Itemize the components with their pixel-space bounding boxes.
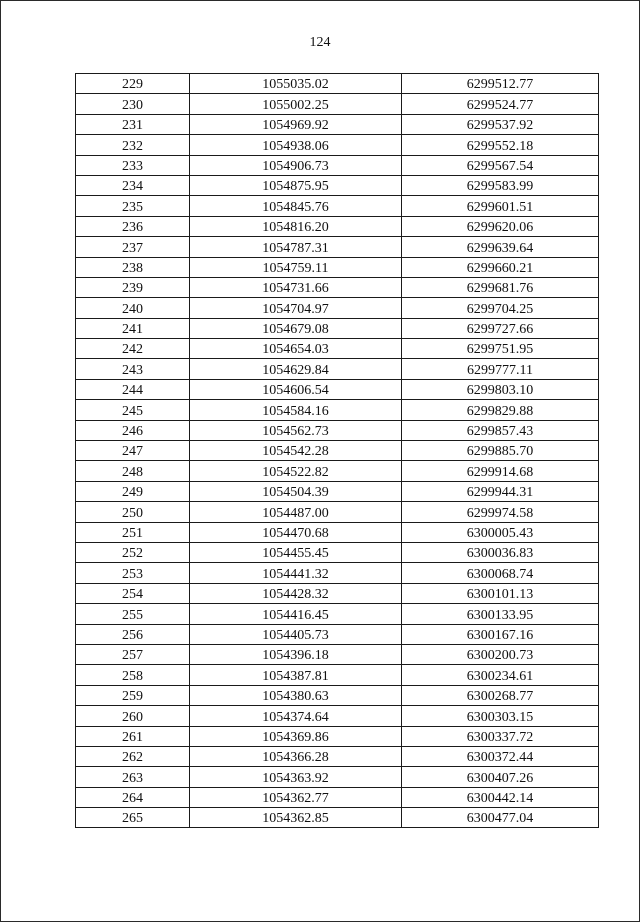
table-row <box>76 257 599 277</box>
point-number-cell: 235 <box>76 196 190 216</box>
point-number-cell: 238 <box>76 257 190 277</box>
x-coordinate-cell: 1054584.16 <box>190 400 402 420</box>
y-coordinate-cell: 6300167.16 <box>402 624 599 644</box>
y-coordinate-cell: 6299620.06 <box>402 216 599 236</box>
table-row <box>76 135 599 155</box>
x-coordinate-cell: 1054787.31 <box>190 237 402 257</box>
point-number-cell: 263 <box>76 767 190 787</box>
point-number-cell: 239 <box>76 277 190 297</box>
x-coordinate-cell: 1054363.92 <box>190 767 402 787</box>
y-coordinate-cell: 6300303.15 <box>402 706 599 726</box>
y-coordinate-cell: 6299829.88 <box>402 400 599 420</box>
point-number-cell: 232 <box>76 135 190 155</box>
y-coordinate-cell: 6299681.76 <box>402 277 599 297</box>
table-row <box>76 746 599 766</box>
x-coordinate-cell: 1054679.08 <box>190 318 402 338</box>
point-number-cell: 245 <box>76 400 190 420</box>
table-row <box>76 583 599 603</box>
y-coordinate-cell: 6300234.61 <box>402 665 599 685</box>
y-coordinate-cell: 6300036.83 <box>402 542 599 562</box>
x-coordinate-cell: 1054542.28 <box>190 441 402 461</box>
table-row <box>76 339 599 359</box>
y-coordinate-cell: 6299524.77 <box>402 94 599 114</box>
point-number-cell: 243 <box>76 359 190 379</box>
table-row <box>76 155 599 175</box>
x-coordinate-cell: 1054396.18 <box>190 644 402 664</box>
y-coordinate-cell: 6300442.14 <box>402 787 599 807</box>
table-row <box>76 563 599 583</box>
x-coordinate-cell: 1054938.06 <box>190 135 402 155</box>
y-coordinate-cell: 6299512.77 <box>402 74 599 94</box>
x-coordinate-cell: 1054522.82 <box>190 461 402 481</box>
x-coordinate-cell: 1054504.39 <box>190 481 402 501</box>
table-row <box>76 359 599 379</box>
y-coordinate-cell: 6300133.95 <box>402 604 599 624</box>
table-row <box>76 522 599 542</box>
x-coordinate-cell: 1054487.00 <box>190 502 402 522</box>
point-number-cell: 234 <box>76 175 190 195</box>
point-number-cell: 257 <box>76 644 190 664</box>
point-number-cell: 254 <box>76 583 190 603</box>
table-row <box>76 644 599 664</box>
y-coordinate-cell: 6299974.58 <box>402 502 599 522</box>
y-coordinate-cell: 6299601.51 <box>402 196 599 216</box>
y-coordinate-cell: 6300372.44 <box>402 746 599 766</box>
x-coordinate-cell: 1054366.28 <box>190 746 402 766</box>
point-number-cell: 265 <box>76 808 190 828</box>
table-row <box>76 706 599 726</box>
point-number-cell: 248 <box>76 461 190 481</box>
y-coordinate-cell: 6300268.77 <box>402 685 599 705</box>
point-number-cell: 252 <box>76 542 190 562</box>
y-coordinate-cell: 6300101.13 <box>402 583 599 603</box>
x-coordinate-cell: 1054704.97 <box>190 298 402 318</box>
table-row <box>76 502 599 522</box>
point-number-cell: 233 <box>76 155 190 175</box>
point-number-cell: 259 <box>76 685 190 705</box>
y-coordinate-cell: 6299552.18 <box>402 135 599 155</box>
point-number-cell: 253 <box>76 563 190 583</box>
x-coordinate-cell: 1055002.25 <box>190 94 402 114</box>
x-coordinate-cell: 1054369.86 <box>190 726 402 746</box>
table-row <box>76 461 599 481</box>
x-coordinate-cell: 1054906.73 <box>190 155 402 175</box>
table-row <box>76 420 599 440</box>
x-coordinate-cell: 1054875.95 <box>190 175 402 195</box>
point-number-cell: 236 <box>76 216 190 236</box>
y-coordinate-cell: 6300337.72 <box>402 726 599 746</box>
point-number-cell: 251 <box>76 522 190 542</box>
table-row <box>76 441 599 461</box>
point-number-cell: 262 <box>76 746 190 766</box>
point-number-cell: 231 <box>76 114 190 134</box>
coordinates-table <box>75 73 599 828</box>
x-coordinate-cell: 1054629.84 <box>190 359 402 379</box>
point-number-cell: 246 <box>76 420 190 440</box>
y-coordinate-cell: 6299639.64 <box>402 237 599 257</box>
x-coordinate-cell: 1054387.81 <box>190 665 402 685</box>
x-coordinate-cell: 1054374.64 <box>190 706 402 726</box>
y-coordinate-cell: 6299803.10 <box>402 379 599 399</box>
x-coordinate-cell: 1054606.54 <box>190 379 402 399</box>
y-coordinate-cell: 6300477.04 <box>402 808 599 828</box>
point-number-cell: 247 <box>76 441 190 461</box>
table-row <box>76 216 599 236</box>
page-number: 124 <box>309 35 331 50</box>
y-coordinate-cell: 6299567.54 <box>402 155 599 175</box>
y-coordinate-cell: 6300068.74 <box>402 563 599 583</box>
x-coordinate-cell: 1054816.20 <box>190 216 402 236</box>
x-coordinate-cell: 1054441.32 <box>190 563 402 583</box>
table-row <box>76 400 599 420</box>
point-number-cell: 244 <box>76 379 190 399</box>
x-coordinate-cell: 1054380.63 <box>190 685 402 705</box>
table-row <box>76 277 599 297</box>
table-row <box>76 196 599 216</box>
table-row <box>76 787 599 807</box>
y-coordinate-cell: 6299727.66 <box>402 318 599 338</box>
y-coordinate-cell: 6299704.25 <box>402 298 599 318</box>
point-number-cell: 261 <box>76 726 190 746</box>
x-coordinate-cell: 1054845.76 <box>190 196 402 216</box>
table-row <box>76 726 599 746</box>
x-coordinate-cell: 1054455.45 <box>190 542 402 562</box>
table-row <box>76 767 599 787</box>
y-coordinate-cell: 6300407.26 <box>402 767 599 787</box>
y-coordinate-cell: 6299857.43 <box>402 420 599 440</box>
x-coordinate-cell: 1054562.73 <box>190 420 402 440</box>
x-coordinate-cell: 1054654.03 <box>190 339 402 359</box>
x-coordinate-cell: 1054362.85 <box>190 808 402 828</box>
x-coordinate-cell: 1054405.73 <box>190 624 402 644</box>
x-coordinate-cell: 1054731.66 <box>190 277 402 297</box>
table-row <box>76 379 599 399</box>
x-coordinate-cell: 1054969.92 <box>190 114 402 134</box>
table-row <box>76 74 599 94</box>
table-row <box>76 318 599 338</box>
y-coordinate-cell: 6299537.92 <box>402 114 599 134</box>
y-coordinate-cell: 6299583.99 <box>402 175 599 195</box>
x-coordinate-cell: 1054470.68 <box>190 522 402 542</box>
x-coordinate-cell: 1054362.77 <box>190 787 402 807</box>
y-coordinate-cell: 6299944.31 <box>402 481 599 501</box>
x-coordinate-cell: 1055035.02 <box>190 74 402 94</box>
point-number-cell: 249 <box>76 481 190 501</box>
table-row <box>76 808 599 828</box>
x-coordinate-cell: 1054416.45 <box>190 604 402 624</box>
point-number-cell: 230 <box>76 94 190 114</box>
point-number-cell: 229 <box>76 74 190 94</box>
table-row <box>76 481 599 501</box>
point-number-cell: 242 <box>76 339 190 359</box>
table-row <box>76 542 599 562</box>
table-row <box>76 624 599 644</box>
point-number-cell: 256 <box>76 624 190 644</box>
coordinates-table-body <box>76 74 599 828</box>
table-row <box>76 94 599 114</box>
point-number-cell: 264 <box>76 787 190 807</box>
point-number-cell: 258 <box>76 665 190 685</box>
point-number-cell: 260 <box>76 706 190 726</box>
table-row <box>76 665 599 685</box>
point-number-cell: 250 <box>76 502 190 522</box>
point-number-cell: 241 <box>76 318 190 338</box>
table-row <box>76 298 599 318</box>
x-coordinate-cell: 1054759.11 <box>190 257 402 277</box>
y-coordinate-cell: 6300005.43 <box>402 522 599 542</box>
table-row <box>76 237 599 257</box>
table-row <box>76 685 599 705</box>
y-coordinate-cell: 6300200.73 <box>402 644 599 664</box>
point-number-cell: 255 <box>76 604 190 624</box>
table-row <box>76 604 599 624</box>
x-coordinate-cell: 1054428.32 <box>190 583 402 603</box>
y-coordinate-cell: 6299885.70 <box>402 441 599 461</box>
point-number-cell: 237 <box>76 237 190 257</box>
y-coordinate-cell: 6299751.95 <box>402 339 599 359</box>
y-coordinate-cell: 6299914.68 <box>402 461 599 481</box>
y-coordinate-cell: 6299777.11 <box>402 359 599 379</box>
table-row <box>76 114 599 134</box>
y-coordinate-cell: 6299660.21 <box>402 257 599 277</box>
table-row <box>76 175 599 195</box>
point-number-cell: 240 <box>76 298 190 318</box>
